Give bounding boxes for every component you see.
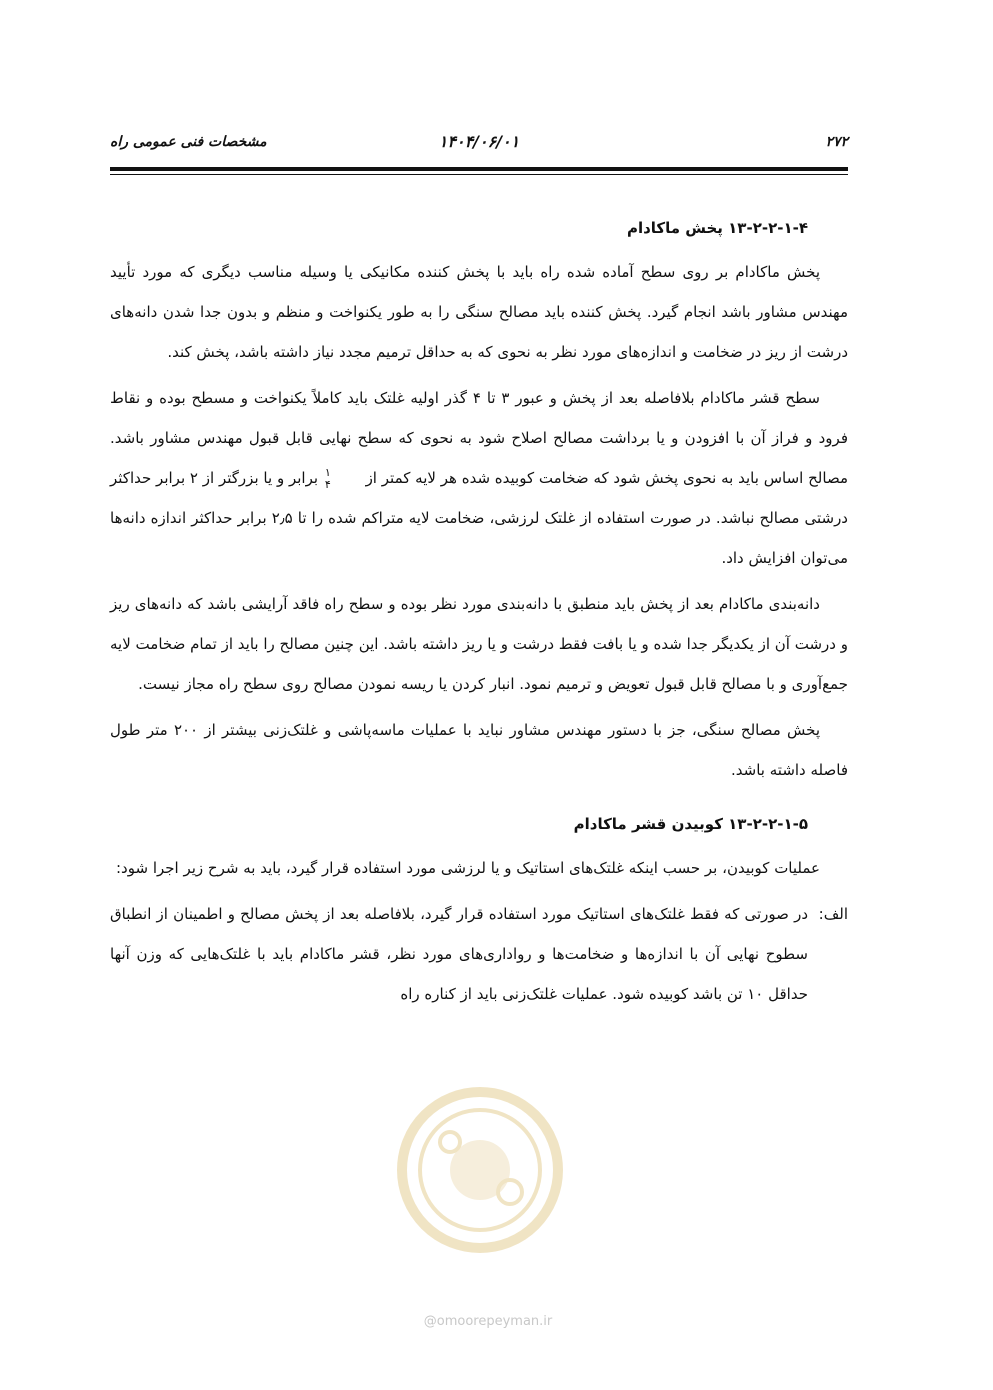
paragraph-surface-leveling xyxy=(110,378,848,578)
paragraph-surface-leveling-part2: برابر و یا بزرگتر از ۲ برابر حداکثر درشتی مصالح نباشد. در صورت استفاده از غلتک لرزشی، ضخامت لایه متراکم شده را تا ۲٫۵ برابر حداکثر اندازه دانه‌ها می‌توان افزایش داد. xyxy=(110,469,848,567)
header-rule-thick xyxy=(110,167,848,171)
fraction-denominator: ۴ xyxy=(324,477,331,491)
list-item-marker: الف: xyxy=(818,905,848,923)
document-title: مشخصات فنی عمومی راه xyxy=(110,134,267,150)
section-heading-spreading: ۱۳-۲-۲-۱-۴ پخش ماکادام xyxy=(626,219,808,237)
paragraph-gradation: دانه‌بندی ماکادام بعد از پخش باید منطبق با دانه‌بندی مورد نظر بوده و سطح راه فاقد آرایشی باشد که دانه‌های ریز و درشت آن از یکدیگر جدا شده و یا بافت فقط درشت و یا ریز داشته باشد. این چنین مصالح را باید از تمام ضخامت لایه جمع‌آوری و با مصالح قابل قبول تعویض و ترمیم نمود. انبار کردن یا ریسه نمودن مصالح روی سطح راه مجاز نیست. xyxy=(110,595,848,693)
watermark-text: @omoorepeyman.ir xyxy=(423,1314,553,1329)
fraction-numerator: ۱ xyxy=(324,465,331,479)
fraction-one-quarter xyxy=(325,467,359,491)
page-number: ۲۷۲ xyxy=(825,134,848,150)
paragraph-spreading-method: پخش ماکادام بر روی سطح آماده شده راه باید با پخش کننده مکانیکی یا وسیله مناسب دیگری که مورد تأیید مهندس مشاور باشد انجام گیرد. پخش کننده باید مصالح سنگی را به طور یکنواخت و منظم و بدون جدا شدن دانه‌های درشت از ریز در ضخامت و اندازه‌های مورد نظر به نحوی که به حداقل ترمیم مجدد نیاز داشته باشد، پخش کند. xyxy=(110,263,848,361)
section-heading-compaction: ۱۳-۲-۲-۱-۵ کوبیدن قشر ماکادام xyxy=(573,815,808,833)
list-item-text: در صورتی که فقط غلتک‌های استاتیک مورد استفاده قرار گیرد، بلافاصله بعد از پخش مصالح و اطمینان از انطباق سطوح نهایی آن با اندازه‌ها و ضخامت‌ها و رواداری‌های مورد نظر، قشر ماکادام باید با غلتک‌هایی که وزن آنها حداقل ۱۰ تن باشد کوبیده شود. عملیات غلتک‌زنی باید از کناره راه xyxy=(110,905,808,1003)
header-rule-thin xyxy=(110,174,848,175)
list-item-alef xyxy=(110,894,848,1014)
header-date: ۱۴۰۴/۰۶/۰۱ xyxy=(438,132,520,151)
paragraph-surface-leveling-part1: سطح قشر ماکادام بلافاصله بعد از پخش و عبور ۳ تا ۴ گذر اولیه غلتک باید کاملاً یکنواخت و مسطح بوده و نقاط فرود و فراز آن با افزودن و یا برداشت مصالح اصلاح شود به نحوی که سطح نهایی قابل قبول مهندس مشاور باشد. مصالح اساس باید به نحوی پخش شود که ضخامت کوبیده شده هر لایه کمتر از xyxy=(110,389,848,487)
paragraph-distance-limit: پخش مصالح سنگی، جز با دستور مهندس مشاور نباید با عملیات ماسه‌پاشی و غلتک‌زنی بیشتر از ۲۰۰ متر طول فاصله داشته باشد. xyxy=(110,721,848,779)
page-header xyxy=(110,128,848,164)
page-body xyxy=(110,208,848,1014)
paragraph-compaction-intro: عملیات کوبیدن، بر حسب اینکه غلتک‌های استاتیک و یا لرزشی مورد استفاده قرار گیرد، باید به شرح زیر اجرا شود: xyxy=(116,859,820,877)
